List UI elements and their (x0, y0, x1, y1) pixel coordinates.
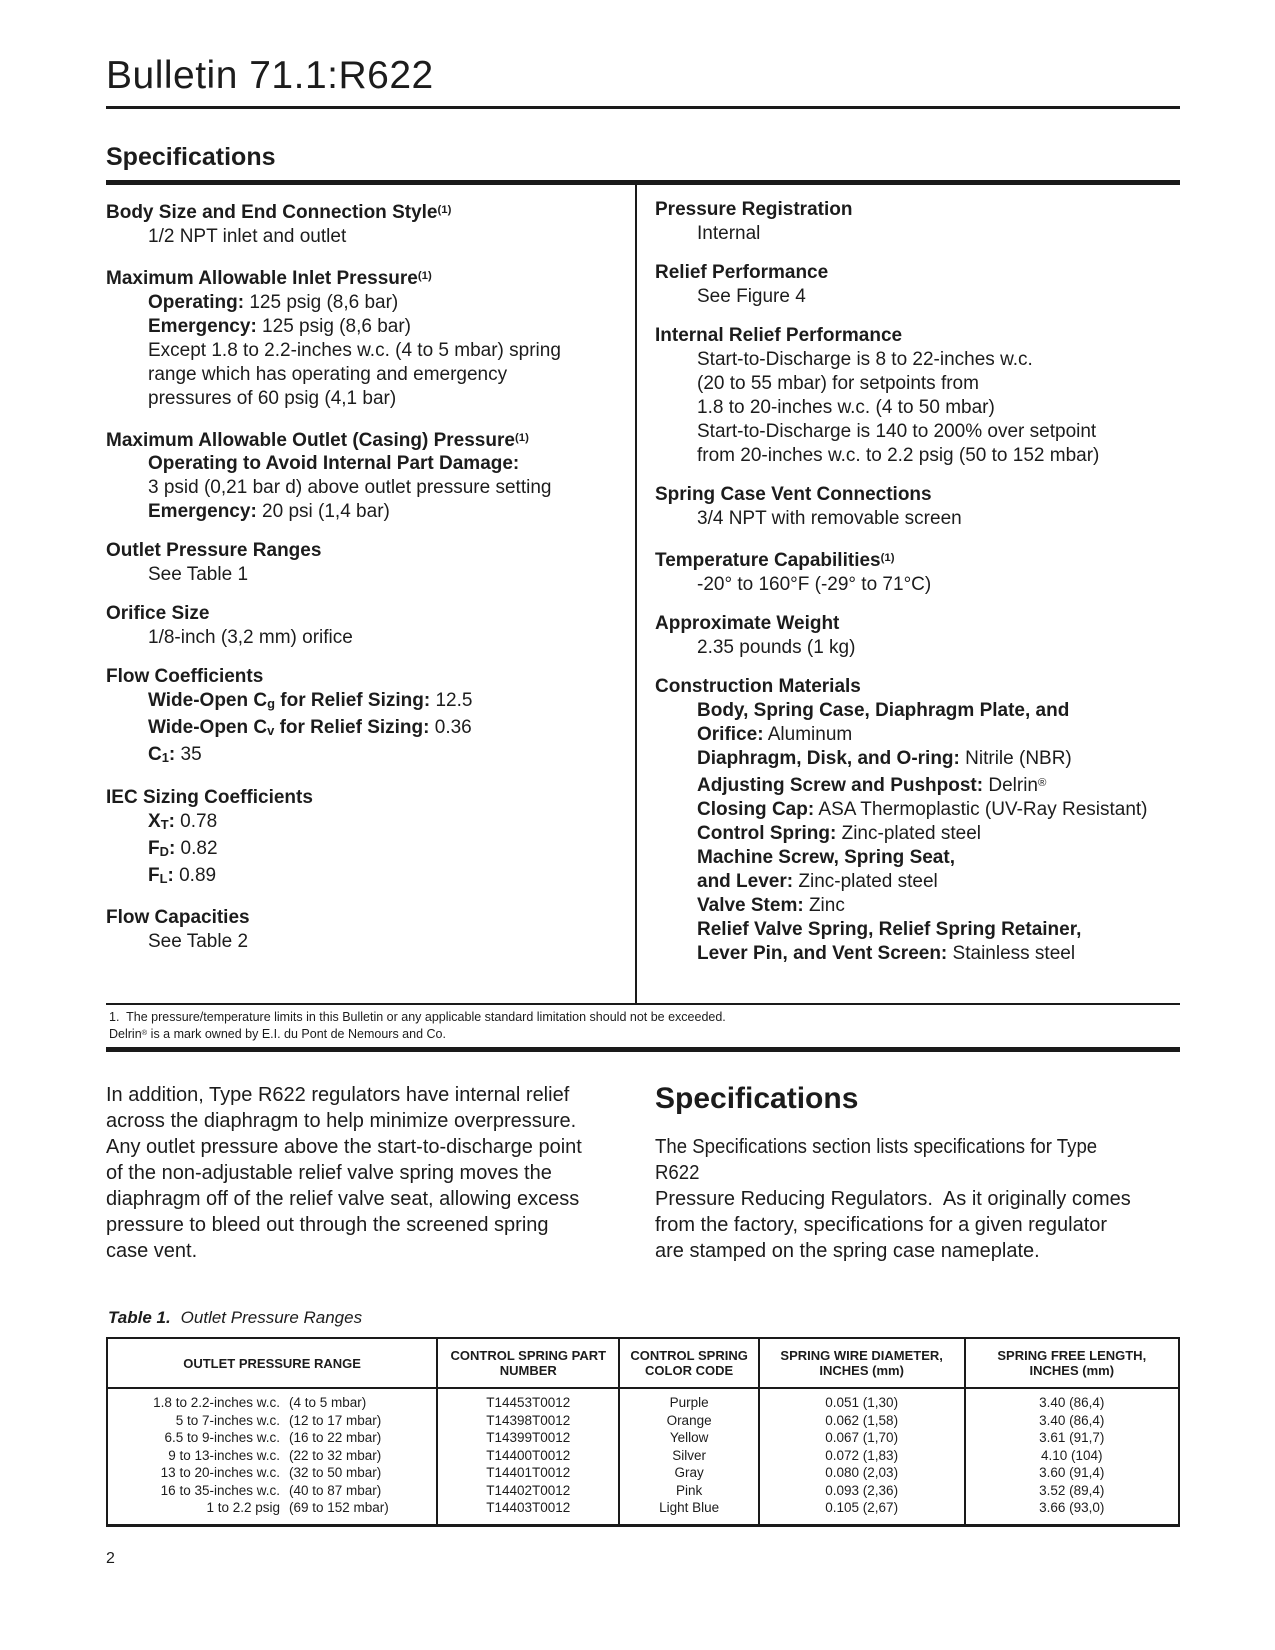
text-run: 20 psi (1,4 bar) (256, 501, 390, 523)
range-text: 13 to 20-inches w.c. (160, 1465, 280, 1481)
table-cell-part-number: T14398T0012 (437, 1412, 619, 1430)
text-run: C (148, 744, 162, 766)
spec-line (106, 339, 635, 363)
text-run: Zinc-plated steel (793, 870, 938, 892)
table-cell-free-length: 4.10 (104) (965, 1447, 1179, 1465)
table-cell-color-code: Purple (619, 1388, 758, 1412)
footnotes (106, 1005, 1180, 1047)
metric-text: (40 to 87 mbar) (289, 1482, 382, 1498)
table-cell-outlet-pressure-range (107, 1388, 437, 1412)
spec-line (655, 348, 1180, 372)
text-run: Internal Relief Performance (655, 325, 903, 346)
spec-section-heading (655, 483, 1180, 507)
table-cell-wire-diameter: 0.051 (1,30) (759, 1388, 965, 1412)
spec-section-heading (106, 539, 635, 563)
body-right-column (655, 1082, 1180, 1264)
paragraph-line: pressure to bleed out through the screened spring (106, 1214, 549, 1237)
footnote-bottom-rule (106, 1047, 1180, 1052)
text-run: Relief Performance (655, 262, 829, 283)
table-caption-label: Table 1. (108, 1308, 171, 1328)
text-run: Except 1.8 to 2.2-inches w.c. (4 to 5 mbar) spring (148, 339, 561, 361)
table-cell-part-number: T14403T0012 (437, 1499, 619, 1525)
paragraph-line: Any outlet pressure above the start-to-discharge point (106, 1136, 582, 1159)
spec-section-heading (655, 198, 1180, 222)
spec-line (655, 942, 1180, 966)
table-cell-wire-diameter: 0.105 (2,67) (759, 1499, 965, 1525)
table-cell-color-code: Orange (619, 1412, 758, 1430)
spec-section-right-5 (655, 612, 1180, 660)
table-caption (108, 1308, 1180, 1328)
text-run: F (148, 864, 160, 886)
spec-line (655, 636, 1180, 660)
text-run: range which has operating and emergency (148, 363, 508, 385)
spec-line (106, 563, 635, 587)
table-cell-outlet-pressure-range (107, 1447, 437, 1465)
specifications-right-column (637, 185, 1180, 1003)
text-run: Control Spring: (697, 822, 837, 844)
paragraph-line: are stamped on the spring case nameplate. (655, 1240, 1040, 1263)
text-run: : (168, 837, 176, 859)
text-run: Flow Coefficients (106, 666, 264, 688)
sub-text: v (267, 723, 275, 739)
spec-line (655, 846, 1180, 870)
text-run: : (168, 744, 176, 766)
text-run: X (148, 810, 161, 832)
spec-line (106, 500, 635, 524)
spec-section-heading (655, 675, 1180, 699)
spec-section-heading (106, 906, 635, 930)
table-cell-wire-diameter: 0.080 (2,03) (759, 1464, 965, 1482)
body-specifications-heading: Specifications (655, 1082, 859, 1116)
table-cell-wire-diameter: 0.072 (1,83) (759, 1447, 965, 1465)
spec-line (655, 285, 1180, 309)
spec-line (655, 723, 1180, 747)
spec-line (655, 420, 1180, 444)
spec-section-left-3 (106, 539, 635, 587)
title-rule (106, 106, 1180, 109)
spec-line (106, 452, 635, 476)
table-column-header: CONTROL SPRING PART NUMBER (437, 1338, 619, 1388)
text-run: F (148, 837, 160, 859)
pressure-range (112, 1447, 432, 1465)
text-run: Outlet Pressure Ranges (106, 540, 322, 562)
spec-section-right-2 (655, 324, 1180, 468)
text-run: Delrin (983, 774, 1038, 796)
spec-line (655, 870, 1180, 894)
text-run: See Figure 4 (697, 286, 806, 307)
text-run: : (167, 864, 174, 886)
spec-line (655, 822, 1180, 846)
text-run: Lever Pin, and Vent Screen: (697, 942, 948, 964)
spec-line (106, 837, 635, 864)
paragraph-line: across the diaphragm to help minimize overpressure. (106, 1110, 577, 1133)
text-run: Construction Materials (655, 675, 861, 697)
metric-text: (4 to 5 mbar) (289, 1395, 367, 1411)
range-text: 1.8 to 2.2-inches w.c. (153, 1395, 280, 1411)
spec-section-right-1 (655, 261, 1180, 309)
text-run: Spring Case Vent Connections (655, 484, 932, 505)
paragraph-line: The Specifications section lists specifications for Type R622 (655, 1136, 1103, 1185)
table-cell-part-number: T14401T0012 (437, 1464, 619, 1482)
range-text: 9 to 13-inches w.c. (168, 1447, 280, 1463)
table-cell-color-code: Light Blue (619, 1499, 758, 1525)
text-run: 0.36 (429, 717, 472, 739)
text-run: Nitrile (NBR) (959, 747, 1072, 769)
table-row (107, 1447, 1179, 1465)
table-caption-title: Outlet Pressure Ranges (180, 1308, 363, 1328)
text-run: Body Size and End Connection Style (106, 201, 438, 223)
pressure-range (112, 1429, 432, 1447)
page-number: 2 (106, 1550, 115, 1567)
metric-text: (69 to 152 mbar) (289, 1500, 389, 1516)
paragraph-line: case vent. (106, 1240, 198, 1263)
pressure-range (112, 1394, 432, 1412)
range-text: 6.5 to 9-inches w.c. (164, 1430, 280, 1446)
spec-section-right-0 (655, 198, 1180, 246)
text-run: Internal (697, 223, 761, 244)
text-run: Diaphragm, Disk, and O-ring: (697, 747, 960, 769)
text-run: Body, Spring Case, Diaphragm Plate, and (697, 699, 1070, 721)
text-run: Emergency: (148, 315, 257, 337)
table-row (107, 1429, 1179, 1447)
spec-line (655, 747, 1180, 771)
table-cell-wire-diameter: 0.067 (1,70) (759, 1429, 965, 1447)
spec-section-heading (655, 546, 1180, 573)
spec-section-left-4 (106, 602, 635, 650)
page-content (106, 54, 1180, 1527)
text-run: and Lever: (697, 870, 794, 892)
spec-section-heading (655, 612, 1180, 636)
sub-text: T (160, 816, 169, 832)
table-cell-outlet-pressure-range (107, 1482, 437, 1500)
table-cell-free-length: 3.60 (91,4) (965, 1464, 1179, 1482)
body-right-paragraph (655, 1134, 1180, 1264)
table-header-row (107, 1338, 1179, 1388)
spec-line (106, 315, 635, 339)
spec-section-heading (106, 665, 635, 689)
sup-text: (1) (437, 204, 452, 216)
text-run: 12.5 (430, 690, 473, 712)
table-cell-part-number: T14453T0012 (437, 1388, 619, 1412)
table-cell-free-length: 3.40 (86,4) (965, 1412, 1179, 1430)
spec-section-left-2 (106, 426, 635, 525)
text-run: Valve Stem: (697, 894, 804, 916)
spec-section-left-7 (106, 906, 635, 954)
text-run: : (168, 810, 175, 832)
text-run: Zinc-plated steel (836, 822, 981, 844)
text-run: Pressure Registration (655, 199, 853, 220)
text-run: 0.89 (173, 864, 217, 886)
spec-line (106, 476, 635, 500)
sub-text: 1 (161, 750, 169, 766)
table-cell-part-number: T14402T0012 (437, 1482, 619, 1500)
text-run: Start-to-Discharge is 8 to 22-inches w.c. (697, 349, 1033, 370)
text-run: Flow Capacities (106, 906, 250, 928)
spec-section-heading (106, 602, 635, 626)
text-run: 3/4 NPT with removable screen (697, 508, 962, 529)
spec-line (655, 699, 1180, 723)
spec-line (655, 222, 1180, 246)
metric-text: (16 to 22 mbar) (289, 1430, 382, 1446)
text-run: 3 psid (0,21 bar d) above outlet pressure setting (148, 477, 552, 499)
text-run: Approximate Weight (655, 612, 840, 634)
spec-section-heading (106, 198, 635, 225)
spec-line (106, 743, 635, 770)
table-cell-color-code: Yellow (619, 1429, 758, 1447)
metric-text: (32 to 50 mbar) (289, 1465, 382, 1481)
text-run: Emergency: (148, 501, 257, 523)
paragraph-line: In addition, Type R622 regulators have internal relief (106, 1084, 570, 1107)
text-run: (20 to 55 mbar) for setpoints from (697, 373, 979, 394)
range-text: 16 to 35-inches w.c. (160, 1482, 280, 1498)
document-title: Bulletin 71.1:R622 (106, 54, 434, 97)
text-run: for Relief Sizing: (275, 690, 431, 712)
spec-section-heading (106, 264, 635, 291)
spec-line (655, 507, 1180, 531)
spec-section-left-6 (106, 786, 635, 891)
pressure-range (112, 1482, 432, 1500)
table-column-header: SPRING FREE LENGTH, INCHES (mm) (965, 1338, 1179, 1388)
text-run: Zinc (803, 894, 845, 916)
spec-section-left-1 (106, 264, 635, 411)
text-run: Orifice: (697, 723, 764, 745)
table-column-header: CONTROL SPRING COLOR CODE (619, 1338, 758, 1388)
table-row (107, 1482, 1179, 1500)
paragraph-line: Pressure Reducing Regulators. As it originally comes (655, 1188, 1131, 1211)
text-run: -20° to 160°F (-29° to 71°C) (697, 573, 932, 595)
spec-line (106, 225, 635, 249)
table-cell-color-code: Silver (619, 1447, 758, 1465)
text-run: Wide-Open C (148, 690, 268, 712)
spec-section-left-5 (106, 665, 635, 770)
paragraph-line: diaphragm off of the relief valve seat, allowing excess (106, 1188, 580, 1211)
sub-text: L (159, 870, 168, 886)
text-run: 2.35 pounds (1 kg) (697, 636, 856, 658)
sub-text: g (267, 696, 275, 712)
spec-section-heading (106, 426, 635, 453)
text-run: Adjusting Screw and Pushpost: (697, 774, 984, 796)
spec-line (655, 798, 1180, 822)
spec-line (106, 387, 635, 411)
table-cell-free-length: 3.52 (89,4) (965, 1482, 1179, 1500)
text-run: Maximum Allowable Inlet Pressure (106, 267, 418, 289)
footnote-2 (109, 1025, 1180, 1042)
spec-line (106, 864, 635, 891)
text-run: for Relief Sizing: (274, 717, 430, 739)
body-columns (106, 1082, 1180, 1264)
table-cell-outlet-pressure-range (107, 1499, 437, 1525)
sup-text: (1) (417, 269, 432, 282)
table-cell-part-number: T14399T0012 (437, 1429, 619, 1447)
table-cell-outlet-pressure-range (107, 1412, 437, 1430)
text-run: Operating: (148, 291, 245, 313)
text-run: is a mark owned by E.I. du Pont de Nemours and Co. (147, 1027, 446, 1042)
text-run: 125 psig (8,6 bar) (244, 291, 399, 313)
outlet-pressure-ranges-table (106, 1337, 1180, 1527)
spec-section-heading (655, 324, 1180, 348)
text-run: pressures of 60 psig (4,1 bar) (148, 387, 397, 409)
table-column-header: SPRING WIRE DIAMETER, INCHES (mm) (759, 1338, 965, 1388)
sup-text: (1) (880, 552, 895, 564)
table-cell-color-code: Pink (619, 1482, 758, 1500)
table-cell-free-length: 3.40 (86,4) (965, 1388, 1179, 1412)
text-run: ASA Thermoplastic (UV-Ray Resistant) (814, 798, 1148, 820)
metric-text: (12 to 17 mbar) (289, 1412, 382, 1428)
table-row (107, 1464, 1179, 1482)
text-run: Delrin (109, 1027, 142, 1042)
table-cell-free-length: 3.61 (91,7) (965, 1429, 1179, 1447)
text-run: Closing Cap: (697, 798, 815, 820)
pressure-range (112, 1412, 432, 1430)
spec-line (655, 894, 1180, 918)
sup-text: ® (1037, 776, 1047, 789)
text-run: 0.82 (175, 837, 218, 859)
spec-line (655, 771, 1180, 798)
range-text: 1 to 2.2 psig (206, 1500, 280, 1516)
sup-text: (1) (514, 431, 529, 444)
text-run: 0.78 (174, 810, 218, 832)
spec-line (106, 626, 635, 650)
text-run: See Table 1 (148, 564, 249, 586)
footnote-1 (109, 1009, 1180, 1025)
text-run: Orifice Size (106, 603, 210, 625)
table-row (107, 1412, 1179, 1430)
sub-text: D (159, 843, 169, 859)
range-text: 5 to 7-inches w.c. (175, 1412, 280, 1428)
metric-text: (22 to 32 mbar) (289, 1447, 382, 1463)
text-run: Relief Valve Spring, Relief Spring Retainer, (697, 918, 1082, 940)
spec-section-heading (106, 786, 635, 810)
text-run: 1.8 to 20-inches w.c. (4 to 50 mbar) (697, 397, 995, 418)
spec-line (106, 810, 635, 837)
spec-line (655, 573, 1180, 597)
specifications-left-column (106, 185, 635, 1003)
text-run: Temperature Capabilities (655, 549, 881, 571)
text-run: 125 psig (8,6 bar) (256, 315, 411, 337)
text-run: Operating to Avoid Internal Part Damage: (148, 453, 520, 475)
table-cell-wire-diameter: 0.062 (1,58) (759, 1412, 965, 1430)
text-run: Wide-Open C (148, 717, 268, 739)
specifications-section-heading: Specifications (106, 143, 276, 171)
text-run: Machine Screw, Spring Seat, (697, 846, 955, 868)
pressure-range (112, 1464, 432, 1482)
text-run: Stainless steel (947, 942, 1076, 964)
spec-line (106, 716, 635, 743)
table-cell-outlet-pressure-range (107, 1464, 437, 1482)
spec-line (106, 363, 635, 387)
table-cell-outlet-pressure-range (107, 1429, 437, 1447)
text-run: 1/2 NPT inlet and outlet (148, 225, 347, 247)
spec-line (655, 444, 1180, 468)
text-run: See Table 2 (148, 930, 249, 952)
spec-line (655, 372, 1180, 396)
spec-line (106, 689, 635, 716)
spec-section-right-6 (655, 675, 1180, 966)
table-row (107, 1388, 1179, 1412)
text-run: Aluminum (763, 723, 853, 745)
body-left-paragraph (106, 1082, 635, 1264)
spec-line (655, 396, 1180, 420)
spec-line (106, 291, 635, 315)
specifications-box (106, 185, 1180, 1003)
table-column-header: OUTLET PRESSURE RANGE (107, 1338, 437, 1388)
spec-line (655, 918, 1180, 942)
table-row (107, 1499, 1179, 1525)
text-run: IEC Sizing Coefficients (106, 786, 313, 808)
spec-section-right-3 (655, 483, 1180, 531)
sup-text: ® (141, 1028, 148, 1037)
paragraph-line: of the non-adjustable relief valve spring moves the (106, 1162, 552, 1185)
text-run: from 20-inches w.c. to 2.2 psig (50 to 152 mbar) (697, 445, 1100, 466)
text-run: Start-to-Discharge is 140 to 200% over setpoint (697, 421, 1097, 442)
table-cell-free-length: 3.66 (93,0) (965, 1499, 1179, 1525)
table-cell-wire-diameter: 0.093 (2,36) (759, 1482, 965, 1500)
spec-section-left-0 (106, 198, 635, 249)
paragraph-line: from the factory, specifications for a given regulator (655, 1214, 1108, 1237)
table-cell-color-code: Gray (619, 1464, 758, 1482)
spec-section-right-4 (655, 546, 1180, 597)
spec-section-heading (655, 261, 1180, 285)
pressure-range (112, 1499, 432, 1517)
table-cell-part-number: T14400T0012 (437, 1447, 619, 1465)
text-run: 35 (175, 744, 202, 766)
spec-line (106, 930, 635, 954)
text-run: Maximum Allowable Outlet (Casing) Pressure (106, 429, 515, 451)
text-run: 1/8-inch (3,2 mm) orifice (148, 627, 353, 649)
text-run: 1. The pressure/temperature limits in this Bulletin or any applicable standard limitation should not be exceeded. (109, 1010, 726, 1024)
